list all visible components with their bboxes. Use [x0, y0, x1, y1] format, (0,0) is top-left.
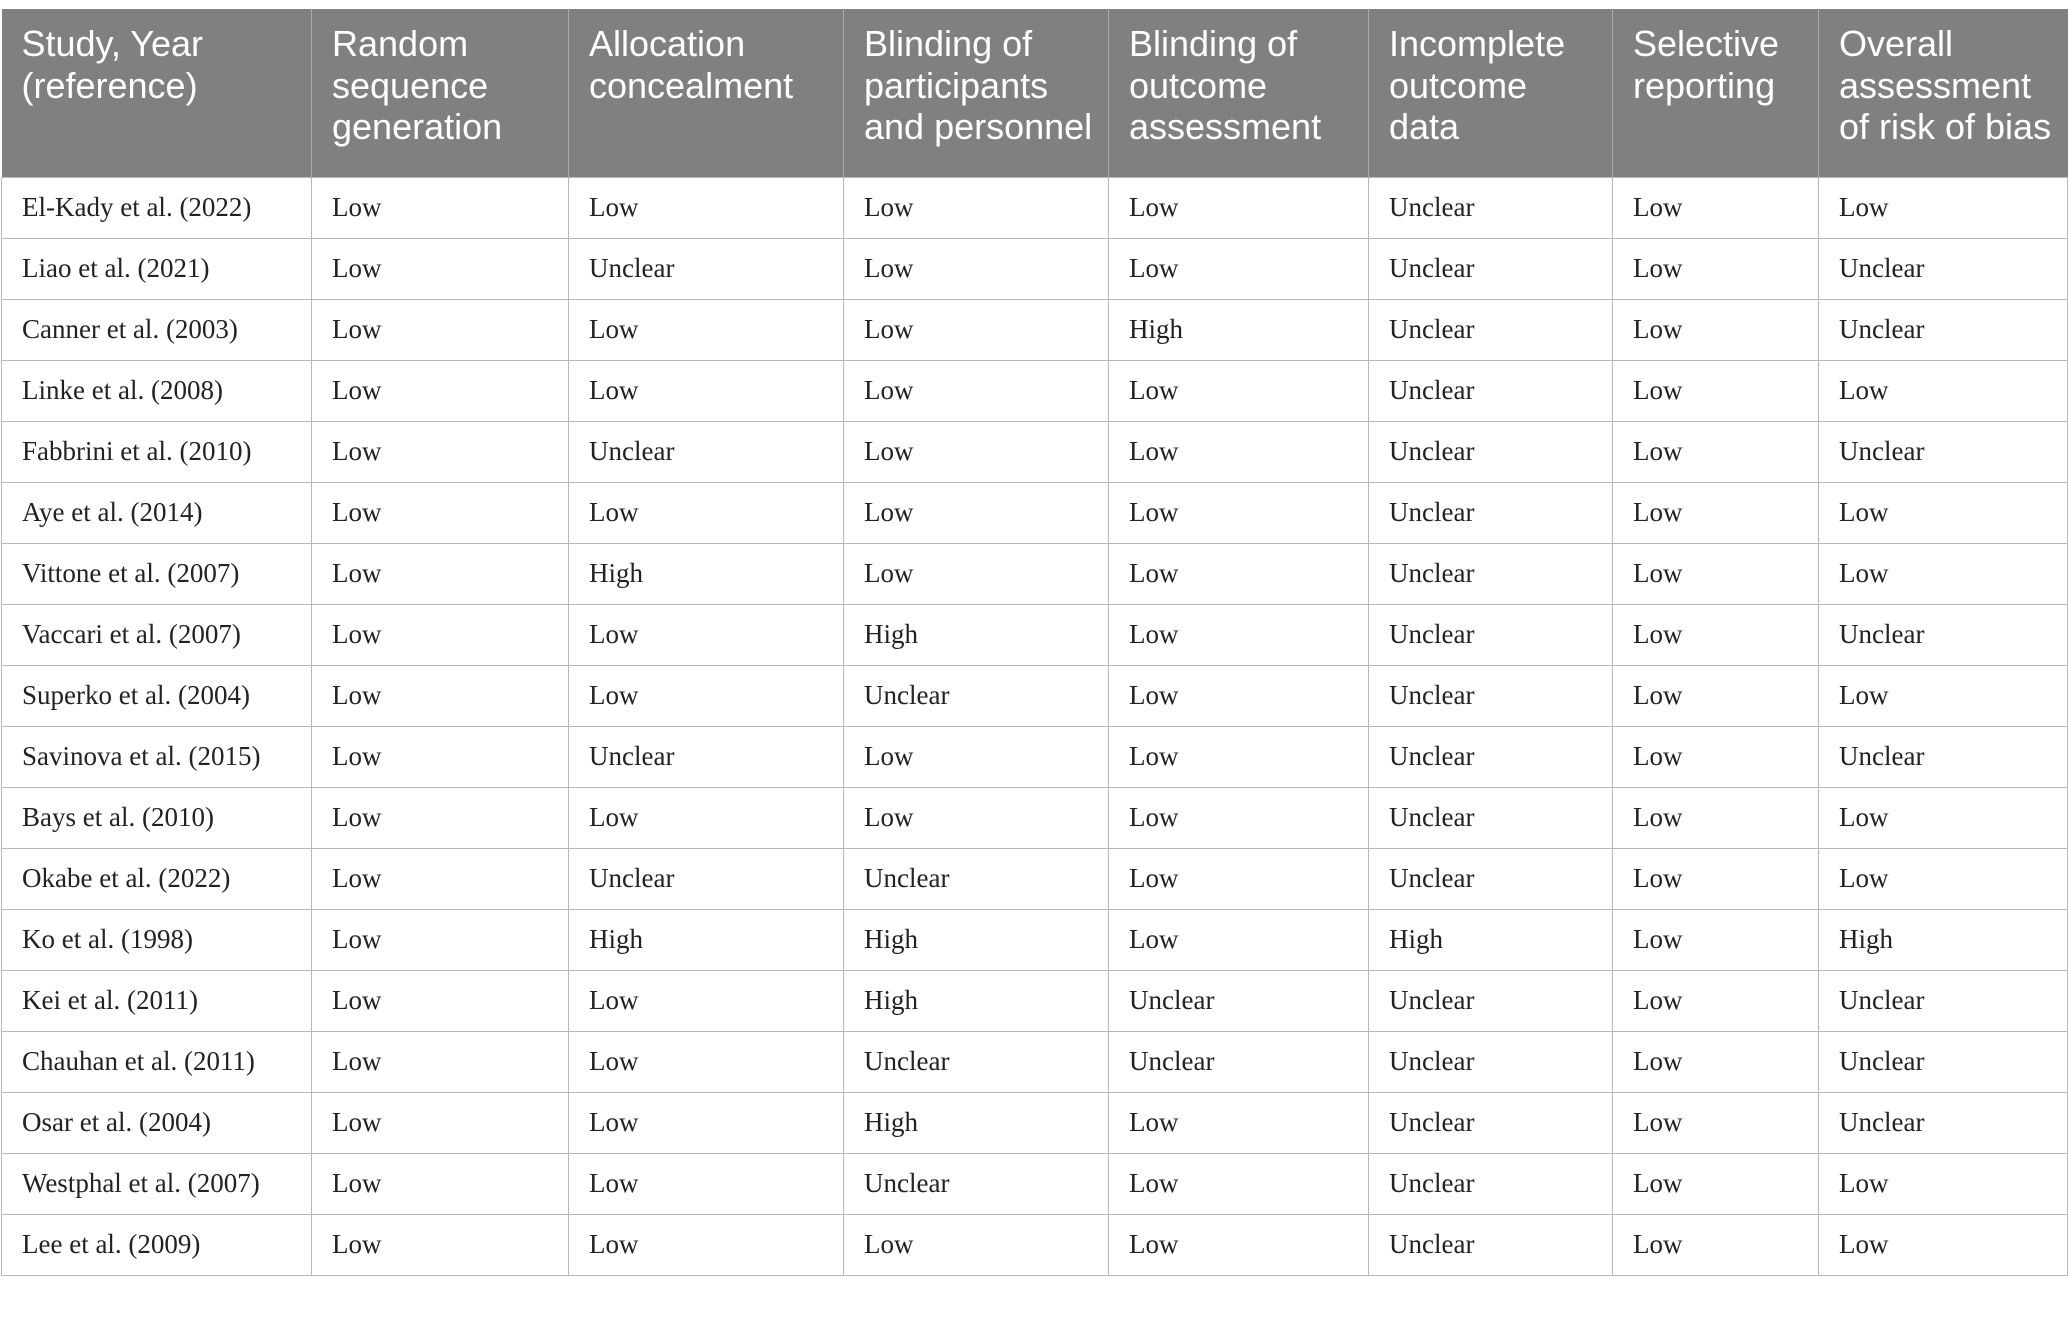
- cell-blinding-outcome: Low: [1109, 787, 1369, 848]
- cell-blinding-outcome: High: [1109, 299, 1369, 360]
- table-row: [2, 421, 2068, 482]
- cell-overall: Unclear: [1819, 1031, 2068, 1092]
- cell-study: Okabe et al. (2022): [2, 848, 312, 909]
- cell-blinding-outcome: Low: [1109, 543, 1369, 604]
- cell-blinding-outcome: Low: [1109, 421, 1369, 482]
- cell-blinding-participants: Low: [844, 421, 1109, 482]
- cell-selective-reporting: Low: [1613, 482, 1819, 543]
- cell-blinding-participants: Low: [844, 787, 1109, 848]
- cell-allocation: Low: [569, 1153, 844, 1214]
- cell-allocation: Low: [569, 604, 844, 665]
- cell-blinding-participants: Low: [844, 1214, 1109, 1275]
- header-row: [2, 9, 2068, 177]
- table-row: [2, 787, 2068, 848]
- cell-allocation: Low: [569, 970, 844, 1031]
- cell-blinding-participants: Low: [844, 360, 1109, 421]
- cell-selective-reporting: Low: [1613, 177, 1819, 238]
- cell-blinding-participants: Low: [844, 482, 1109, 543]
- cell-allocation: Unclear: [569, 726, 844, 787]
- table-row: [2, 238, 2068, 299]
- cell-overall: Low: [1819, 543, 2068, 604]
- cell-random-sequence: Low: [312, 604, 569, 665]
- cell-study: Chauhan et al. (2011): [2, 1031, 312, 1092]
- cell-blinding-outcome: Low: [1109, 726, 1369, 787]
- cell-overall: Low: [1819, 177, 2068, 238]
- cell-allocation: Low: [569, 482, 844, 543]
- cell-random-sequence: Low: [312, 665, 569, 726]
- cell-selective-reporting: Low: [1613, 604, 1819, 665]
- table-row: [2, 726, 2068, 787]
- cell-blinding-outcome: Low: [1109, 604, 1369, 665]
- header-incomplete-data: Incomplete outcome data: [1369, 9, 1613, 177]
- cell-random-sequence: Low: [312, 482, 569, 543]
- cell-allocation: Low: [569, 787, 844, 848]
- cell-allocation: High: [569, 543, 844, 604]
- cell-selective-reporting: Low: [1613, 1153, 1819, 1214]
- cell-incomplete-data: Unclear: [1369, 970, 1613, 1031]
- table-row: [2, 1031, 2068, 1092]
- header-allocation: Allocation concealment: [569, 9, 844, 177]
- cell-selective-reporting: Low: [1613, 909, 1819, 970]
- cell-overall: Low: [1819, 1214, 2068, 1275]
- cell-study: Bays et al. (2010): [2, 787, 312, 848]
- cell-incomplete-data: Unclear: [1369, 1092, 1613, 1153]
- cell-allocation: Low: [569, 360, 844, 421]
- cell-blinding-participants: Unclear: [844, 848, 1109, 909]
- cell-allocation: Low: [569, 665, 844, 726]
- cell-allocation: Low: [569, 1031, 844, 1092]
- cell-allocation: Unclear: [569, 421, 844, 482]
- table-header: [2, 9, 2068, 177]
- cell-incomplete-data: Unclear: [1369, 1214, 1613, 1275]
- cell-overall: Unclear: [1819, 1092, 2068, 1153]
- header-blinding-outcome: Blinding of outcome assessment: [1109, 9, 1369, 177]
- cell-incomplete-data: Unclear: [1369, 543, 1613, 604]
- cell-random-sequence: Low: [312, 848, 569, 909]
- header-study: Study, Year (reference): [2, 9, 312, 177]
- cell-random-sequence: Low: [312, 909, 569, 970]
- cell-random-sequence: Low: [312, 970, 569, 1031]
- cell-blinding-outcome: Low: [1109, 177, 1369, 238]
- cell-blinding-outcome: Low: [1109, 1214, 1369, 1275]
- cell-selective-reporting: Low: [1613, 726, 1819, 787]
- cell-overall: Unclear: [1819, 238, 2068, 299]
- cell-incomplete-data: Unclear: [1369, 1153, 1613, 1214]
- cell-incomplete-data: Unclear: [1369, 665, 1613, 726]
- cell-selective-reporting: Low: [1613, 787, 1819, 848]
- cell-incomplete-data: Unclear: [1369, 177, 1613, 238]
- cell-study: Kei et al. (2011): [2, 970, 312, 1031]
- cell-selective-reporting: Low: [1613, 1214, 1819, 1275]
- cell-blinding-participants: High: [844, 970, 1109, 1031]
- cell-selective-reporting: Low: [1613, 1092, 1819, 1153]
- table-row: [2, 299, 2068, 360]
- cell-incomplete-data: Unclear: [1369, 238, 1613, 299]
- table-row: [2, 604, 2068, 665]
- cell-study: Fabbrini et al. (2010): [2, 421, 312, 482]
- cell-allocation: Unclear: [569, 848, 844, 909]
- cell-blinding-participants: High: [844, 909, 1109, 970]
- cell-overall: Low: [1819, 848, 2068, 909]
- cell-study: Liao et al. (2021): [2, 238, 312, 299]
- cell-blinding-participants: Unclear: [844, 665, 1109, 726]
- cell-blinding-outcome: Low: [1109, 1092, 1369, 1153]
- cell-random-sequence: Low: [312, 299, 569, 360]
- cell-incomplete-data: Unclear: [1369, 421, 1613, 482]
- cell-blinding-outcome: Low: [1109, 909, 1369, 970]
- cell-selective-reporting: Low: [1613, 421, 1819, 482]
- cell-study: Osar et al. (2004): [2, 1092, 312, 1153]
- cell-overall: Unclear: [1819, 421, 2068, 482]
- cell-random-sequence: Low: [312, 1214, 569, 1275]
- cell-blinding-participants: High: [844, 604, 1109, 665]
- table-row: [2, 1092, 2068, 1153]
- cell-blinding-outcome: Low: [1109, 482, 1369, 543]
- risk-of-bias-table: [1, 9, 2068, 1276]
- cell-blinding-participants: High: [844, 1092, 1109, 1153]
- cell-study: Ko et al. (1998): [2, 909, 312, 970]
- cell-blinding-outcome: Low: [1109, 238, 1369, 299]
- cell-random-sequence: Low: [312, 1031, 569, 1092]
- table-row: [2, 177, 2068, 238]
- cell-incomplete-data: Unclear: [1369, 787, 1613, 848]
- cell-blinding-outcome: Low: [1109, 360, 1369, 421]
- cell-incomplete-data: Unclear: [1369, 482, 1613, 543]
- cell-selective-reporting: Low: [1613, 848, 1819, 909]
- cell-allocation: Low: [569, 1092, 844, 1153]
- cell-study: Lee et al. (2009): [2, 1214, 312, 1275]
- cell-random-sequence: Low: [312, 238, 569, 299]
- cell-incomplete-data: Unclear: [1369, 360, 1613, 421]
- table-row: [2, 482, 2068, 543]
- cell-study: Superko et al. (2004): [2, 665, 312, 726]
- cell-allocation: Low: [569, 177, 844, 238]
- table-row: [2, 360, 2068, 421]
- table-row: [2, 909, 2068, 970]
- cell-study: Vaccari et al. (2007): [2, 604, 312, 665]
- cell-overall: Low: [1819, 482, 2068, 543]
- cell-incomplete-data: Unclear: [1369, 604, 1613, 665]
- cell-selective-reporting: Low: [1613, 665, 1819, 726]
- table-row: [2, 1153, 2068, 1214]
- cell-random-sequence: Low: [312, 1092, 569, 1153]
- cell-blinding-outcome: Low: [1109, 665, 1369, 726]
- cell-random-sequence: Low: [312, 1153, 569, 1214]
- cell-overall: Unclear: [1819, 726, 2068, 787]
- cell-allocation: Low: [569, 299, 844, 360]
- cell-selective-reporting: Low: [1613, 970, 1819, 1031]
- table-row: [2, 970, 2068, 1031]
- cell-overall: Unclear: [1819, 604, 2068, 665]
- header-random-sequence: Random sequence generation: [312, 9, 569, 177]
- cell-random-sequence: Low: [312, 177, 569, 238]
- cell-blinding-participants: Low: [844, 238, 1109, 299]
- cell-study: Canner et al. (2003): [2, 299, 312, 360]
- cell-selective-reporting: Low: [1613, 1031, 1819, 1092]
- cell-allocation: Low: [569, 1214, 844, 1275]
- cell-selective-reporting: Low: [1613, 360, 1819, 421]
- header-overall: Overall assessment of risk of bias: [1819, 9, 2068, 177]
- cell-blinding-outcome: Low: [1109, 848, 1369, 909]
- cell-random-sequence: Low: [312, 726, 569, 787]
- cell-study: Linke et al. (2008): [2, 360, 312, 421]
- cell-random-sequence: Low: [312, 360, 569, 421]
- cell-selective-reporting: Low: [1613, 299, 1819, 360]
- cell-blinding-outcome: Low: [1109, 1153, 1369, 1214]
- cell-overall: Low: [1819, 665, 2068, 726]
- cell-blinding-participants: Low: [844, 543, 1109, 604]
- cell-blinding-participants: Unclear: [844, 1153, 1109, 1214]
- header-selective-reporting: Selective reporting: [1613, 9, 1819, 177]
- table-row: [2, 665, 2068, 726]
- cell-study: Savinova et al. (2015): [2, 726, 312, 787]
- cell-overall: Low: [1819, 1153, 2068, 1214]
- table-row: [2, 1214, 2068, 1275]
- cell-blinding-participants: Low: [844, 726, 1109, 787]
- cell-study: Westphal et al. (2007): [2, 1153, 312, 1214]
- cell-overall: Low: [1819, 360, 2068, 421]
- cell-overall: Unclear: [1819, 299, 2068, 360]
- cell-overall: Low: [1819, 787, 2068, 848]
- table-row: [2, 543, 2068, 604]
- cell-study: El-Kady et al. (2022): [2, 177, 312, 238]
- cell-incomplete-data: Unclear: [1369, 848, 1613, 909]
- cell-random-sequence: Low: [312, 421, 569, 482]
- cell-allocation: High: [569, 909, 844, 970]
- cell-study: Vittone et al. (2007): [2, 543, 312, 604]
- cell-blinding-outcome: Unclear: [1109, 1031, 1369, 1092]
- cell-blinding-participants: Low: [844, 299, 1109, 360]
- cell-blinding-participants: Unclear: [844, 1031, 1109, 1092]
- cell-random-sequence: Low: [312, 787, 569, 848]
- cell-blinding-participants: Low: [844, 177, 1109, 238]
- cell-study: Aye et al. (2014): [2, 482, 312, 543]
- table-row: [2, 848, 2068, 909]
- cell-overall: Unclear: [1819, 970, 2068, 1031]
- cell-incomplete-data: Unclear: [1369, 299, 1613, 360]
- cell-selective-reporting: Low: [1613, 543, 1819, 604]
- cell-incomplete-data: Unclear: [1369, 726, 1613, 787]
- cell-overall: High: [1819, 909, 2068, 970]
- table-body: [2, 177, 2068, 1275]
- cell-random-sequence: Low: [312, 543, 569, 604]
- cell-blinding-outcome: Unclear: [1109, 970, 1369, 1031]
- cell-incomplete-data: High: [1369, 909, 1613, 970]
- cell-selective-reporting: Low: [1613, 238, 1819, 299]
- cell-allocation: Unclear: [569, 238, 844, 299]
- cell-incomplete-data: Unclear: [1369, 1031, 1613, 1092]
- header-blinding-participants: Blinding of participants and personnel: [844, 9, 1109, 177]
